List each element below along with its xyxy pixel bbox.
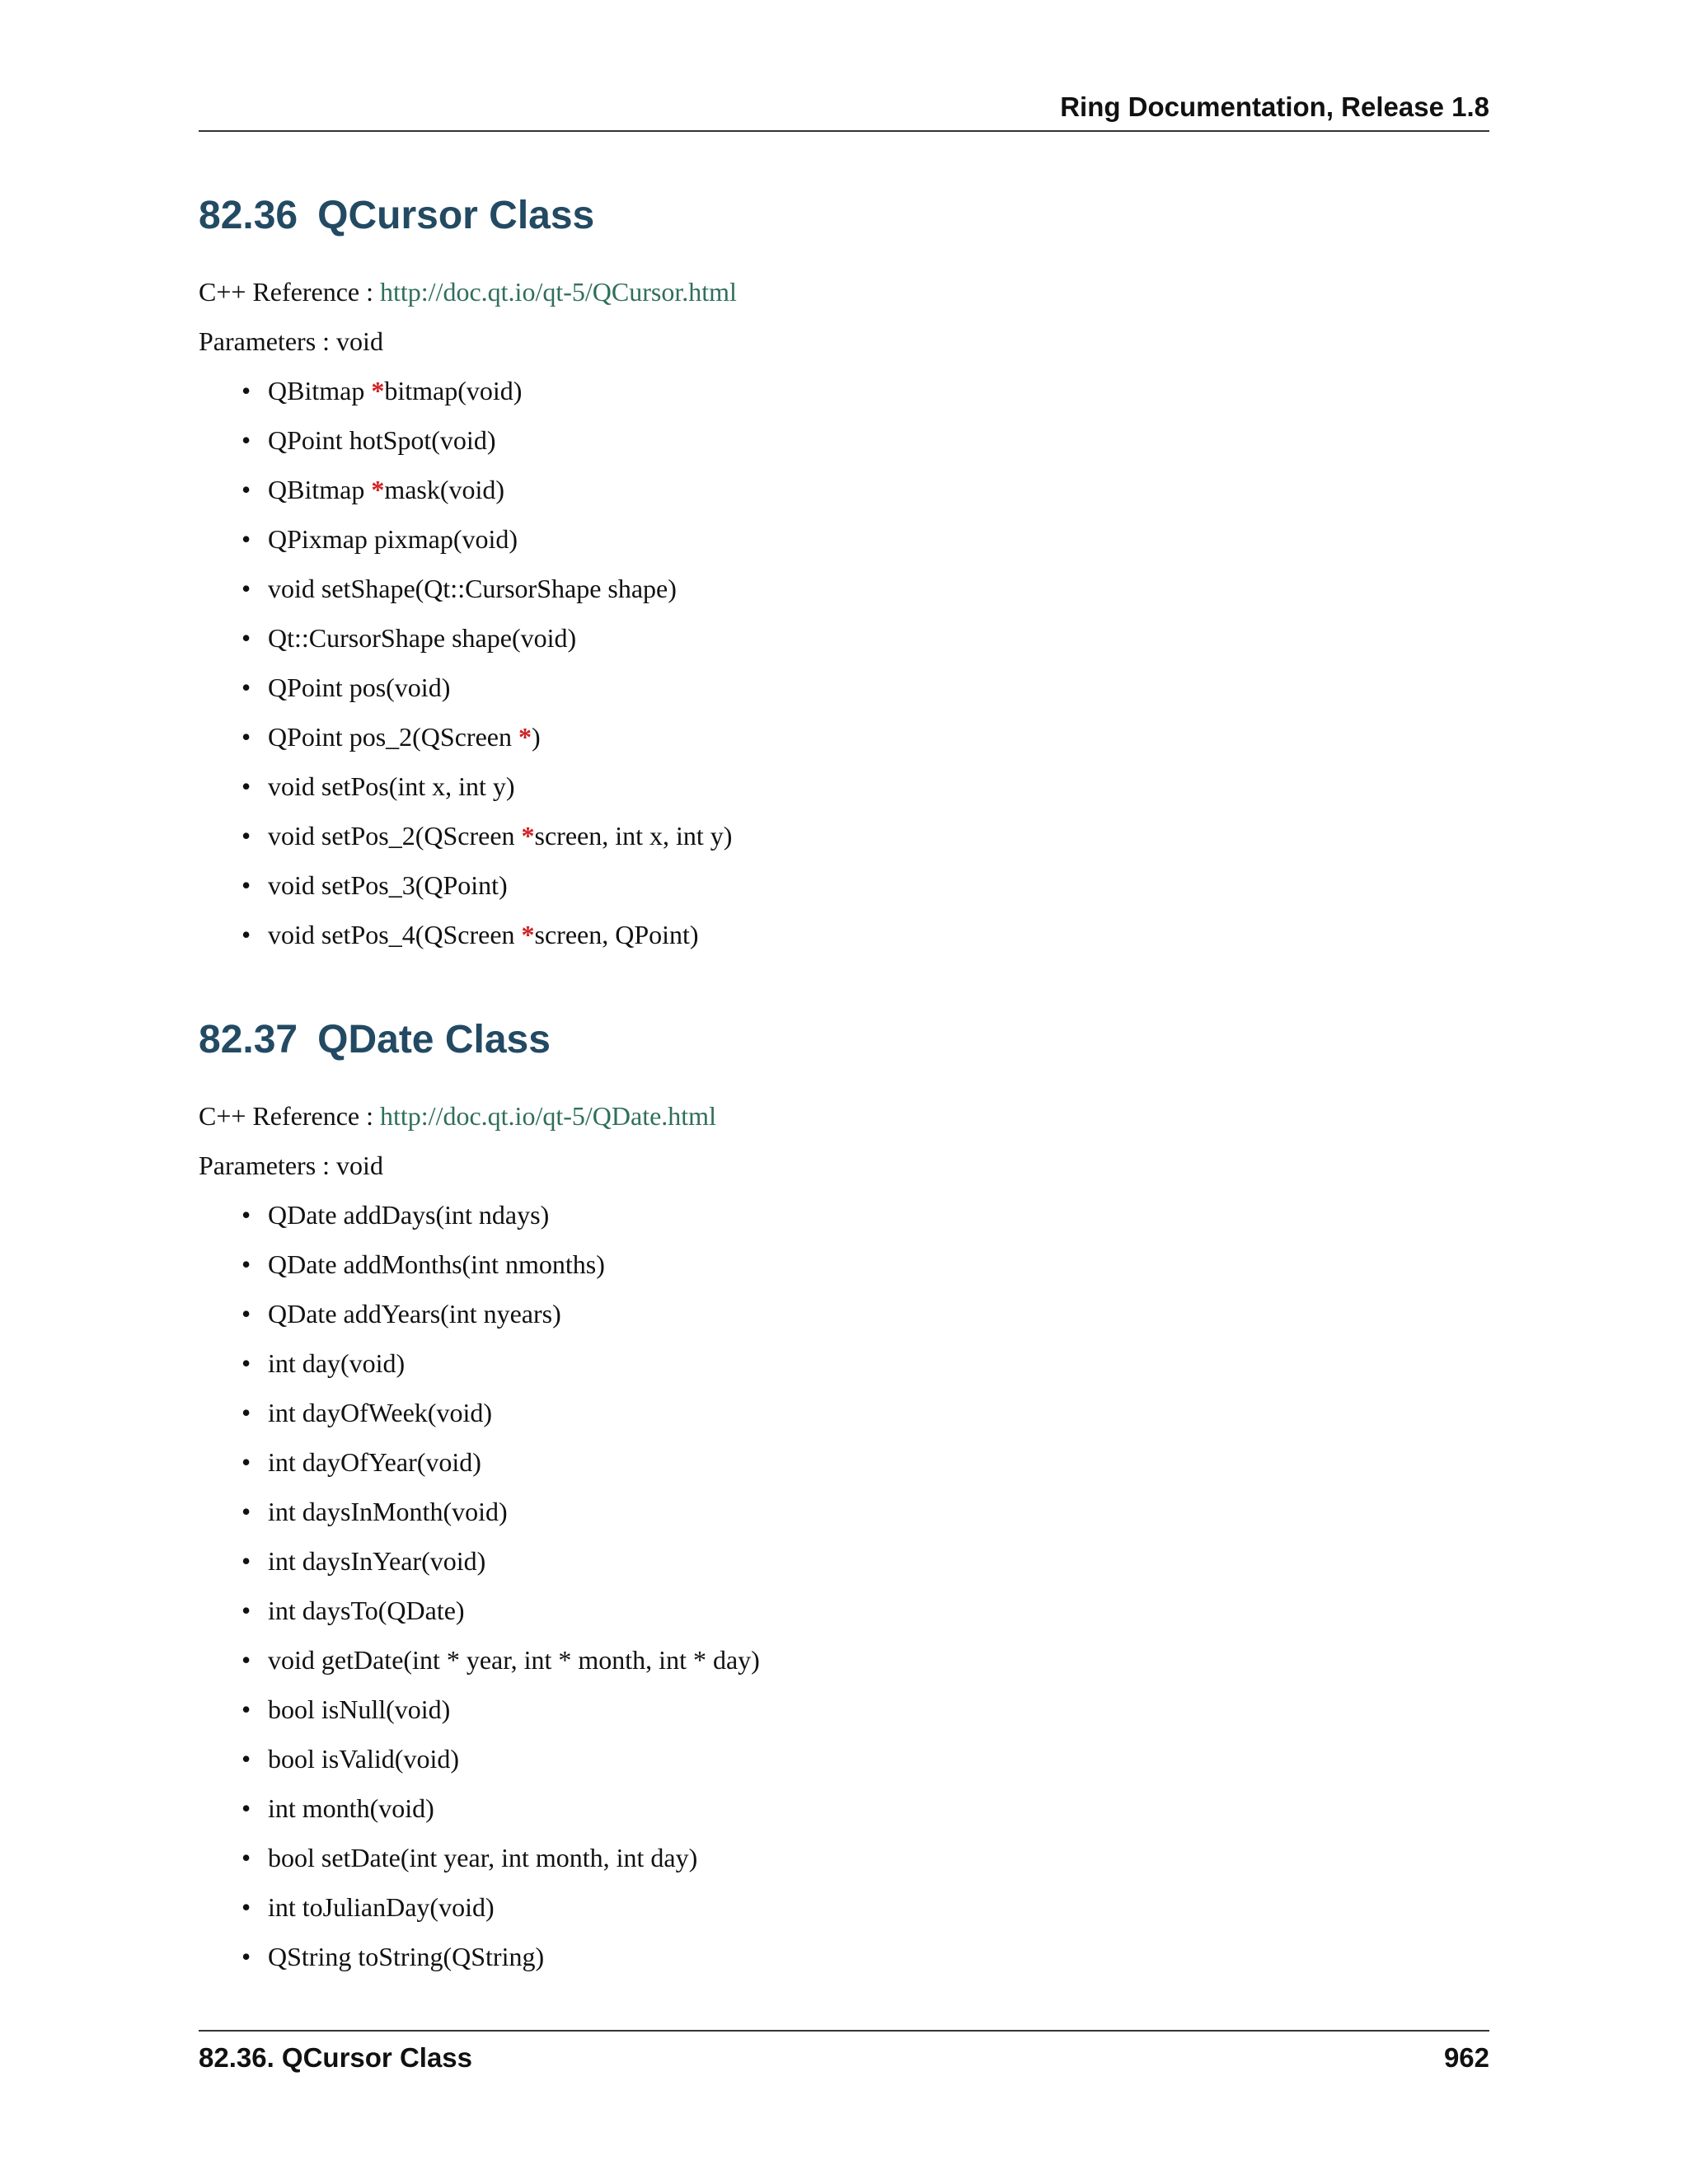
method-signature-part: int dayOfYear(void) <box>268 1447 481 1477</box>
section-heading <box>199 191 1489 241</box>
method-signature-part: QDate addMonths(int nmonths) <box>268 1249 605 1279</box>
method-signature-part: bool isNull(void) <box>268 1694 451 1724</box>
bullet-icon: • <box>241 771 251 801</box>
parameters-line: Parameters : void <box>199 326 383 356</box>
method-signature-part: void setPos_4(QScreen <box>268 920 522 949</box>
method-item <box>199 1940 1489 1973</box>
method-signature-part: int daysInMonth(void) <box>268 1497 508 1526</box>
bullet-icon: • <box>241 1249 251 1279</box>
cpp-reference <box>199 275 1489 308</box>
bullet-icon: • <box>241 376 251 405</box>
bullet-icon: • <box>241 1892 251 1922</box>
method-signature-part: bool isValid(void) <box>268 1744 459 1774</box>
method-item <box>199 1446 1489 1479</box>
section-title: QDate Class <box>317 1018 551 1062</box>
bullet-icon: • <box>241 425 251 455</box>
method-item <box>199 1297 1489 1330</box>
method-signature-part: Qt::CursorShape shape(void) <box>268 623 577 653</box>
method-item <box>199 1248 1489 1281</box>
bullet-icon: • <box>241 1398 251 1427</box>
method-signature-part: QDate addDays(int ndays) <box>268 1200 550 1230</box>
method-signature-part: QBitmap <box>268 376 372 405</box>
method-signature-part: bitmap(void) <box>384 376 523 405</box>
method-item <box>199 473 1489 506</box>
method-list <box>199 1198 1489 1973</box>
bullet-icon: • <box>241 870 251 900</box>
cpp-reference-link[interactable]: http://doc.qt.io/qt-5/QCursor.html <box>380 277 737 307</box>
method-signature-part: void setShape(Qt::CursorShape shape) <box>268 574 677 603</box>
bullet-icon: • <box>241 920 251 949</box>
method-signature-part: void setPos_3(QPoint) <box>268 870 508 900</box>
method-item <box>199 1594 1489 1627</box>
method-signature-part: QDate addYears(int nyears) <box>268 1299 561 1329</box>
method-signature-part: bool setDate(int year, int month, int day) <box>268 1843 698 1872</box>
method-signature-part: QPoint hotSpot(void) <box>268 425 496 455</box>
method-item <box>199 1693 1489 1726</box>
bullet-icon: • <box>241 722 251 752</box>
method-item <box>199 671 1489 704</box>
footer-section-title: 82.36. QCursor Class <box>199 2042 472 2073</box>
method-item <box>199 1742 1489 1775</box>
method-item <box>199 572 1489 605</box>
section-qcursor <box>199 191 1489 968</box>
bullet-icon: • <box>241 1744 251 1774</box>
method-signature-part: QPixmap pixmap(void) <box>268 524 518 554</box>
document-title: Ring Documentation, Release 1.8 <box>1060 91 1489 122</box>
bullet-icon: • <box>241 1793 251 1823</box>
pointer-asterisk: * <box>521 920 535 949</box>
method-item <box>199 374 1489 407</box>
method-signature-part: int dayOfWeek(void) <box>268 1398 492 1427</box>
method-item <box>199 918 1489 951</box>
method-item <box>199 869 1489 902</box>
method-item <box>199 1396 1489 1429</box>
bullet-icon: • <box>241 1200 251 1230</box>
method-item <box>199 424 1489 457</box>
pointer-asterisk: * <box>371 376 385 405</box>
method-item <box>199 621 1489 654</box>
method-item <box>199 1495 1489 1528</box>
bullet-icon: • <box>241 1299 251 1329</box>
bullet-icon: • <box>241 1348 251 1378</box>
bullet-icon: • <box>241 623 251 653</box>
method-item <box>199 1891 1489 1924</box>
method-signature-part: ) <box>531 722 541 752</box>
method-signature-part: void getDate(int * year, int * month, int * day) <box>268 1645 760 1675</box>
method-item <box>199 1643 1489 1676</box>
cpp-reference-label: C++ Reference : <box>199 1101 380 1131</box>
method-signature-part: int daysTo(QDate) <box>268 1596 465 1625</box>
method-item <box>199 1792 1489 1825</box>
method-item <box>199 770 1489 803</box>
pointer-asterisk: * <box>518 722 532 752</box>
bullet-icon: • <box>241 1843 251 1872</box>
method-signature-part: void setPos_2(QScreen <box>268 821 522 851</box>
method-item <box>199 819 1489 852</box>
method-signature-part: int month(void) <box>268 1793 434 1823</box>
pointer-asterisk: * <box>521 821 535 851</box>
bullet-icon: • <box>241 673 251 702</box>
bullet-icon: • <box>241 574 251 603</box>
method-signature-part: QPoint pos(void) <box>268 673 451 702</box>
parameters-line: Parameters : void <box>199 1151 383 1180</box>
pointer-asterisk: * <box>371 475 385 504</box>
method-item <box>199 720 1489 753</box>
bullet-icon: • <box>241 1546 251 1576</box>
cpp-reference-link[interactable]: http://doc.qt.io/qt-5/QDate.html <box>380 1101 716 1131</box>
method-signature-part: void setPos(int x, int y) <box>268 771 515 801</box>
method-item <box>199 1841 1489 1874</box>
bullet-icon: • <box>241 821 251 851</box>
method-signature-part: int toJulianDay(void) <box>268 1892 495 1922</box>
bullet-icon: • <box>241 1447 251 1477</box>
section-title: QCursor Class <box>317 194 595 237</box>
method-item <box>199 1544 1489 1577</box>
method-signature-part: screen, QPoint) <box>534 920 699 949</box>
method-signature-part: QString toString(QString) <box>268 1942 545 1971</box>
method-signature-part: screen, int x, int y) <box>534 821 733 851</box>
method-item <box>199 523 1489 555</box>
method-signature-part: QPoint pos_2(QScreen <box>268 722 518 752</box>
section-heading <box>199 1015 1489 1065</box>
bullet-icon: • <box>241 475 251 504</box>
bullet-icon: • <box>241 1497 251 1526</box>
page-footer <box>199 2030 1489 2079</box>
page-number: 962 <box>1443 2042 1489 2073</box>
cpp-reference <box>199 1099 1489 1132</box>
bullet-icon: • <box>241 524 251 554</box>
method-signature-part: int daysInYear(void) <box>268 1546 486 1576</box>
method-signature-part: int day(void) <box>268 1348 406 1378</box>
page-header <box>199 89 1489 132</box>
section-qdate <box>199 1015 1489 1990</box>
method-list <box>199 374 1489 951</box>
cpp-reference-label: C++ Reference : <box>199 277 380 307</box>
method-signature-part: QBitmap <box>268 475 372 504</box>
section-number: 82.37 <box>199 1018 298 1062</box>
section-number: 82.36 <box>199 194 298 237</box>
bullet-icon: • <box>241 1645 251 1675</box>
bullet-icon: • <box>241 1596 251 1625</box>
bullet-icon: • <box>241 1942 251 1971</box>
method-item <box>199 1347 1489 1380</box>
bullet-icon: • <box>241 1694 251 1724</box>
method-item <box>199 1198 1489 1231</box>
method-signature-part: mask(void) <box>384 475 505 504</box>
